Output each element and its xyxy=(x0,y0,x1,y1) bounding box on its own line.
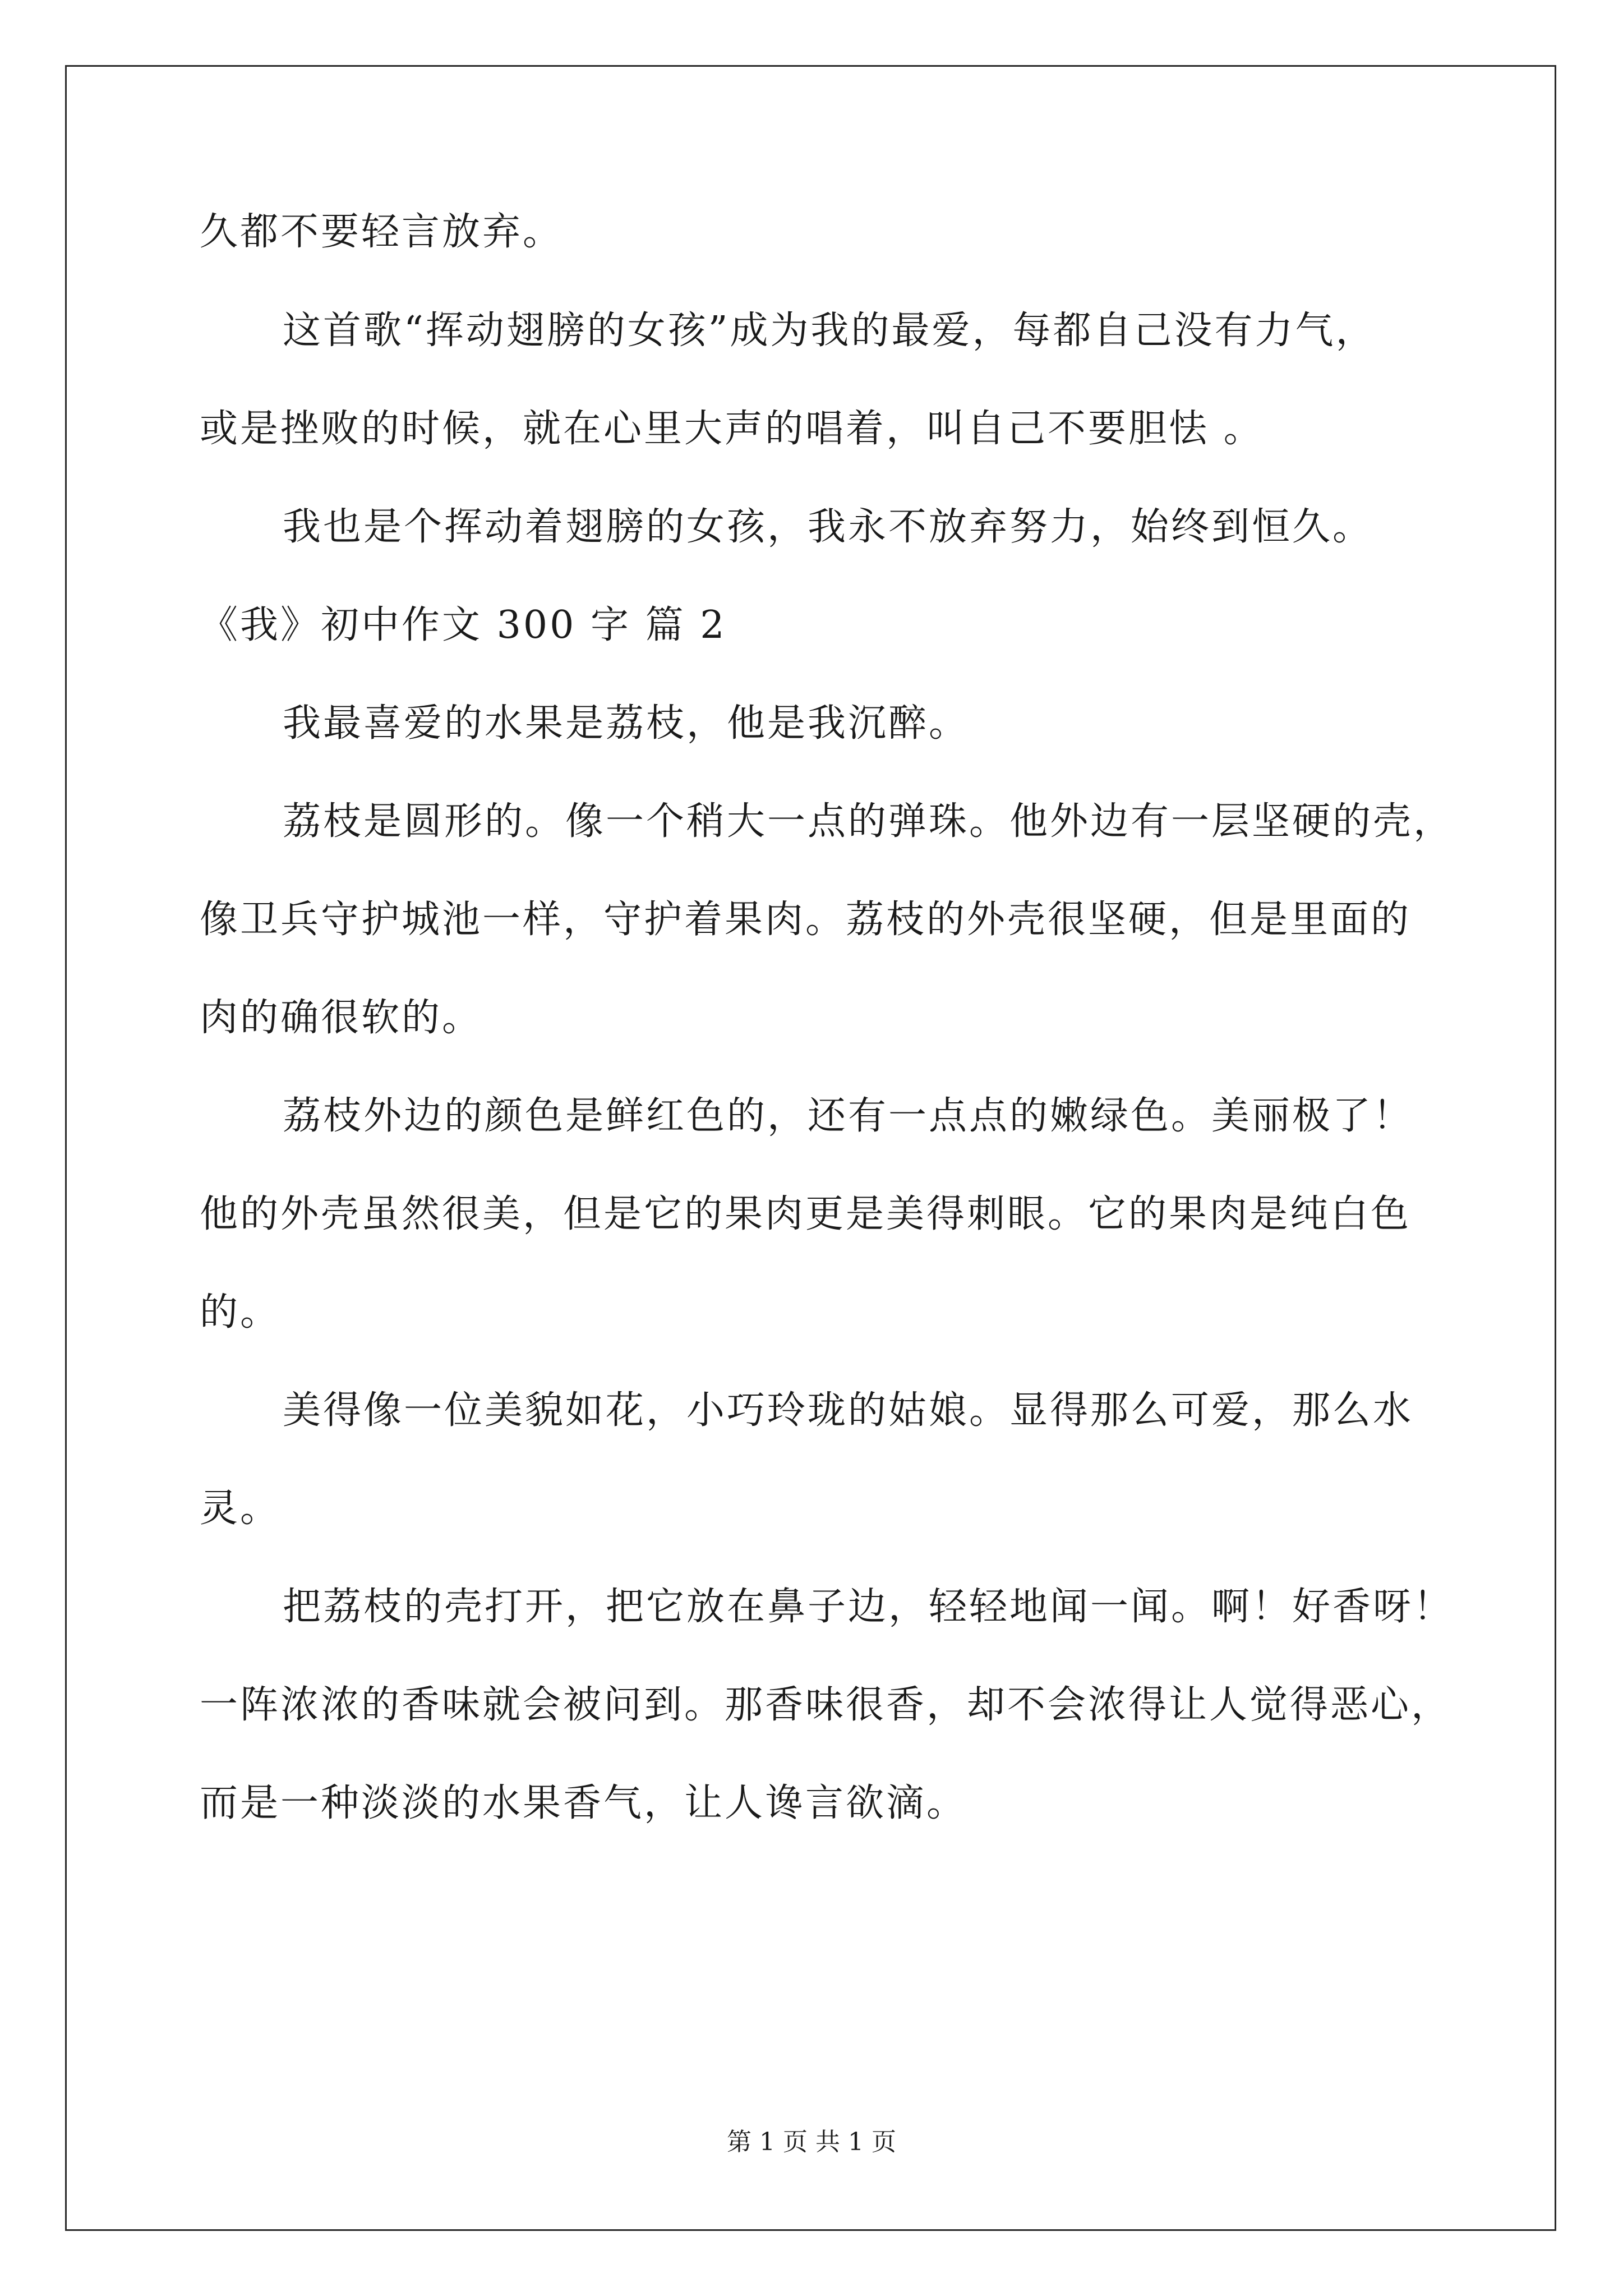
text-line: 或是挫败的时候，就在心里大声的唱着，叫自己不要胆怯 。 xyxy=(200,407,1264,451)
section-heading: 《我》初中作文 300 字 篇 2 xyxy=(200,603,727,647)
text-line: 把荔枝的壳打开，把它放在鼻子边，轻轻地闻一闻。啊！好香呀！ xyxy=(283,1585,1454,1629)
text-line: 他的外壳虽然很美，但是它的果肉更是美得刺眼。它的果肉是纯白色 xyxy=(200,1192,1412,1236)
text-line: 像卫兵守护城池一样，守护着果肉。荔枝的外壳很坚硬，但是里面的 xyxy=(200,898,1412,942)
text-line: 荔枝是圆形的。像一个稍大一点的弹珠。他外边有一层坚硬的壳， xyxy=(283,799,1454,844)
text-line: 这首歌“挥动翅膀的女孩”成为我的最爱，每都自己没有力气， xyxy=(283,309,1376,353)
text-line: 荔枝外边的颜色是鲜红色的，还有一点点的嫩绿色。美丽极了！ xyxy=(283,1094,1414,1138)
text-line: 美得像一位美貌如花，小巧玲珑的姑娘。显得那么可爱，那么水 xyxy=(283,1388,1414,1433)
text-line: 的。 xyxy=(200,1290,281,1335)
text-line: 一阵浓浓的香味就会被问到。那香味很香，却不会浓得让人觉得恶心， xyxy=(200,1683,1452,1727)
text-line: 肉的确很软的。 xyxy=(200,996,483,1040)
text-line: 而是一种淡淡的水果香气，让人谗言欲滴。 xyxy=(200,1781,967,1825)
text-line: 我也是个挥动着翅膀的女孩，我永不放弃努力，始终到恒久。 xyxy=(283,505,1373,549)
text-line: 久都不要轻言放弃。 xyxy=(200,210,564,254)
text-line: 灵。 xyxy=(200,1487,281,1531)
page-border xyxy=(65,65,1556,2231)
text-line: 我最喜爱的水果是荔枝，他是我沉醉。 xyxy=(283,701,970,746)
page-footer: 第 1 页 共 1 页 xyxy=(727,2128,896,2156)
